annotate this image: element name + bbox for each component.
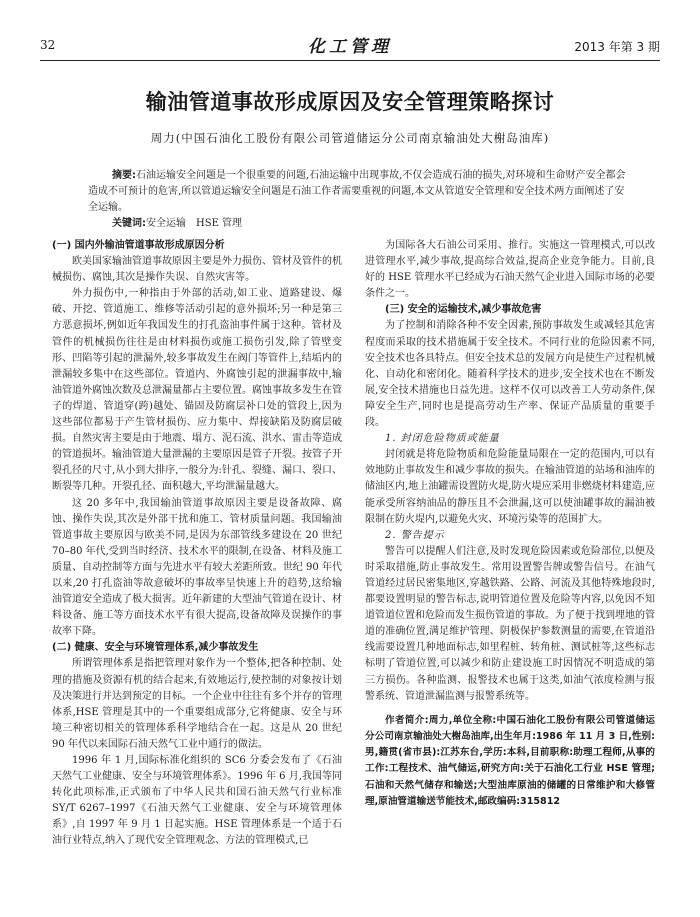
section-heading-1: (一) 国内外输油管道事故形成原因分析 — [52, 240, 225, 251]
keywords-label: 关键词: — [112, 218, 146, 229]
abstract-text: 石油运输安全问题是一个很重要的问题,石油运输中出现事故,不仅会造成石油的损失,对环境和生命财产安全都会造成不可预计的危害,所以管道运输安全问题是石油工作者需要重视的问题,本文从管道安全管理和安全技术两方面阐述了安全运输。 — [88, 170, 626, 213]
paragraph: 封闭就是将危险物质和危险能量局限在一定的范围内,可以有效地防止事故发生和减少事故的损失。在输油管道的站场和油库的储油区内,地上油罐需设置防火堤,防火堤应采用非燃烧材料建造,应能承受所容纳油品的静压且不会泄漏,这可以使油罐事故的漏油被限制在防火堤内,以避免火灾、环境污染等的范围扩大。 — [365, 449, 655, 525]
page-number: 32 — [40, 38, 56, 52]
left-column — [52, 238, 342, 850]
author-bio: 作者简介:周力,单位全称:中国石油化工股份有限公司管道储运分公司南京输油处大榭岛油库,出生年月:1986 年 11 月 3 日,性别:男,籍贯(省市县):江苏东台,学历:本科,目前职称:助理工程师,从事的工作:工程技术、油气储运,研究方向:关于石油化工行业 HSE 管理;石油和天然气储存和输送;大型油库原油的储罐的日常维护和大修管理,原油管道输送节能技术,邮政编码:315812 — [365, 714, 655, 807]
section-heading-3: (三) 安全的运输技术,减少事故危害 — [385, 304, 542, 316]
paragraph: 1996 年 1 月,国际标准化组织的 SC6 分委会发布了《石油天然气工业健康、安全与环境管理体系》。1996 年 6 月,我国等同转化此项标准,正式颁布了中华人民共和国石油天然气行业标准 SY/T 6267–1997《石油天然气工业健康、安全与环境管理体系》,自 1997 年 9 月 1 日起实施。HSE 管理体系是一个适于石油行业特点,纳入了现代安全管理观念、方法的管理模式,已 — [52, 755, 342, 847]
abstract-label: 摘要: — [112, 170, 136, 181]
paragraph: 警告可以提醒人们注意,及时发现危险因素或危险部位,以便及时采取措施,防止事故发生。常用设置警告牌或警告信号。在油气管道经过居民密集地区,穿越铁路、公路、河流及其他特殊地段时,都要设置明显的警告标志,说明管道位置及危险等内容,以免因不知道管道位置和危险而发生损伤管道的事故。为了便于找到埋地的管道的准确位置,满足维护管理、阴极保护参数测量的需要,在管道沿线需要设置几种地面标志,如里程桩、转角桩、测试桩等,这些标志标明了管道位置,可以减少和防止建设施工时因情况不明造成的第三方损伤。各种监测、报警技术也属于这类,如油气浓度检测与报警系统、管道泄漏监测与报警系统等。 — [365, 545, 655, 702]
abstract — [88, 168, 628, 216]
paragraph: 外力损伤中,一种指由于外部的活动,如工业、道路建设、爆破、开挖、管道施工、维修等活动引起的意外损坏;另一种是第三方恶意损坏,例如近年我国发生的打孔盗油事件属于这种。管材及管件的机械损伤往往是由材料损伤或施工损伤引发,除了管壁变形、凹陷等引起的泄漏外,较多事故发生在阀门等管件上,结垢内的泄漏较多集中在这些部位。管道内、外腐蚀引起的泄漏事故中,输油管道外腐蚀次数及总泄漏量都占主要位置。腐蚀事故多发生在管子的焊道、管道穿(跨)越处、锚固及防腐层补口处的管段上,因为这些部位都易于产生管材损伤、应力集中、焊接缺陷及防腐层破损。自然灾害主要是由于地震、塌方、泥石流、洪水、雷击等造成的管道损坏。输油管道大量泄漏的主要原因是管子开裂。按管子开裂孔径的尺寸,从小到大排序,一般分为:针孔、裂缝、漏口、裂口、断裂等几种。开裂孔径、面积越大,平均泄漏量越大。 — [52, 288, 342, 493]
header-rule — [40, 60, 660, 61]
journal-name: 化工管理 — [308, 37, 392, 57]
paragraph: 为国际各大石油公司采用、推行。实施这一管理模式,可以改进管理水平,减少事故,提高综合效益,提高企业竞争能力。目前,良好的 HSE 管理水平已经成为石油天然气企业进入国际市场的必要条件之一。 — [365, 240, 655, 300]
author-line: 周力(中国石油化工股份有限公司管道储运分公司南京输油处大榭岛油库) — [150, 131, 550, 145]
paragraph: 所谓管理体系是指把管理对象作为一个整体,把各种控制、处理的措施及资源有机的结合起来,有效地运行,使控制的对象按计划及决策进行并达到预定的目标。一个企业中往往有多个并存的管理体系,HSE 管理是其中的一个重要组成部分,它将健康、安全与环境三种密切相关的管理体系科学地结合在一起。这是从 20 世纪 90 年代以来国际石油天然气工业中通行的做法。 — [52, 658, 342, 750]
paragraph: 这 20 多年中,我国输油管道事故原因主要是设备故障、腐蚀、操作失误,其次是外部干扰和施工、管材质量问题。我国输油管道事故主要原因与欧美不同,是因为东部管线多建设在 20 世纪 70–80 年代,受到当时经济、技术水平的限制,在设备、材料及施工质量、自动控制等方面与先进水平有较大差距所致。世纪 90 年代以来,20 打孔盗油等故意破坏的事故率呈快速上升的趋势,这给输油管道安全造成了极大损害。近年新建的大型油气管道在设计、材料设备、施工等方面技术水平有很大提高,设备故障及误操作的事故率下降。 — [52, 497, 342, 638]
subheading: 2. 警告提示 — [385, 529, 445, 541]
page-header — [40, 38, 660, 60]
paragraph: 为了控制和消除各种不安全因素,预防事故发生或减轻其危害程度而采取的技术措施属于安全技术。不同行业的危险因素不同,安全技术也各具特点。但安全技术总的发展方向是使生产过程机械化、自动化和密闭化。随着科学技术的进步,安全技术也在不断发展,安全技术措施也日益先进。这样不仅可以改善工人劳动条件,保障安全生产,同时也是提高劳动生产率、保证产品质量的重要手段。 — [365, 320, 655, 429]
issue-label: 2013 年第 3 期 — [574, 40, 660, 54]
keywords-text: 安全运输 HSE 管理 — [146, 218, 243, 229]
section-heading-2: (二) 健康、安全与环境管理体系,减少事故发生 — [52, 642, 259, 654]
subheading: 1. 封闭危险物质或能量 — [385, 433, 500, 445]
paragraph: 欧美国家输油管道事故原因主要是外力损伤、管材及管件的机械损伤、腐蚀,其次是操作失误、自然灾害等。 — [52, 256, 342, 284]
article-title: 输油管道事故形成原因及安全管理策略探讨 — [145, 89, 555, 114]
right-column — [365, 238, 655, 810]
keywords — [112, 214, 242, 229]
